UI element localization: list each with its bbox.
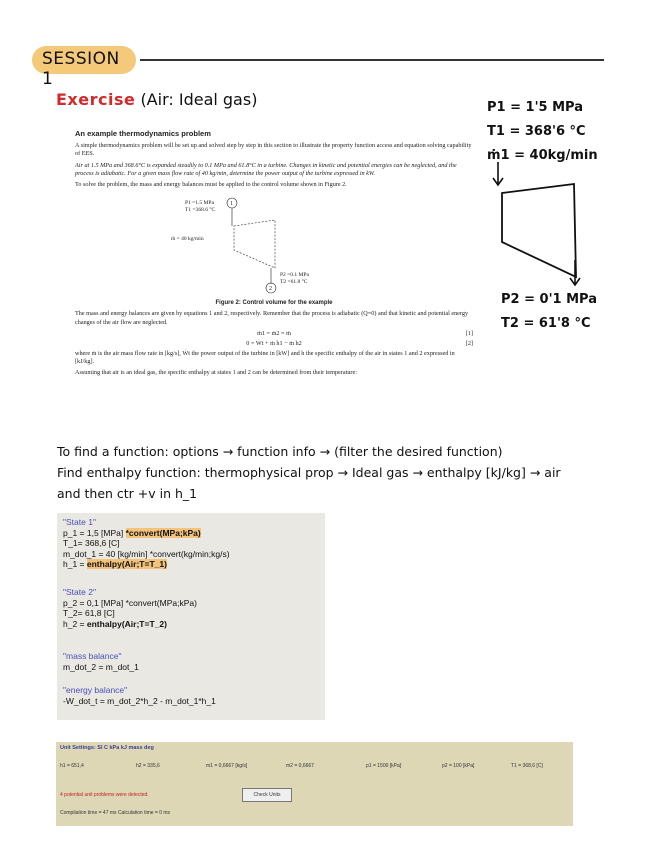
result-p2: p2 = 100 [kPa] <box>442 763 475 769</box>
equation-1-number: [1] <box>465 329 473 337</box>
svg-text:2: 2 <box>269 286 272 293</box>
figure-mass-flow: ṁ = 40 kg/min <box>171 236 204 243</box>
timing-info: Compilation time = 47 ms Calculation time = 0 ms <box>60 810 171 816</box>
turbine-sketch <box>480 160 590 290</box>
p1-line: p_1 = 1,5 [MPa] *convert(MPa;kPa) <box>63 527 201 538</box>
unit-settings: Unit Settings: SI C kPa kJ mass deg <box>60 745 154 751</box>
mass-balance-equation: m_dot_2 = m_dot_1 <box>63 661 139 672</box>
equation-2-number: [2] <box>465 339 473 347</box>
state-2-block <box>63 587 197 629</box>
convert-highlight: *convert(MPa;kPa) <box>125 527 201 538</box>
mass-balance-block <box>63 651 139 672</box>
ees-solution-window <box>56 742 573 826</box>
h1-line: h_1 = enthalpy(Air;T=T_1) <box>63 559 167 569</box>
outlet-t2: T2 = 61'8 °C <box>501 316 591 331</box>
mdot1-line: m_dot_1 = 40 [kg/min] *convert(kg/min;kg/s) <box>63 548 230 559</box>
figure-caption: Figure 2: Control volume for the example <box>215 300 333 307</box>
outlet-conditions <box>501 288 597 336</box>
energy-balance-comment: "energy balance" <box>63 685 128 695</box>
p2-line: p_2 = 0,1 [MPa] *convert(MPa;kPa) <box>63 597 197 608</box>
excerpt-heading: An example thermodynamics problem <box>75 129 211 138</box>
h2-line: h_2 = enthalpy(Air;T=T_2) <box>63 618 167 629</box>
check-units-button[interactable]: Check Units <box>242 788 292 802</box>
given-m1: ṁ1 = 40kg/min <box>487 148 598 163</box>
excerpt-problem-statement: Air at 1.5 MPa and 368.6°C is expanded steadily to 0.1 MPa and 61.8°C in a turbine. Changes in kinetic and potential energies can be neglected, and the process is adiabatic. For a given mass flow rate of 40 kg/min, determine the power output of the turbine expressed in kW. <box>75 161 457 177</box>
exercise-heading <box>56 90 257 109</box>
excerpt-paragraph-5: where ṁ is the air mass flow rate in [kg/s], Ẇt the power output of the turbine in [kW] and h the specific enthalpy of the air in states 1 and 2 expressed in [kJ/kg]. <box>75 349 455 366</box>
ees-equations-window <box>57 513 325 720</box>
given-p1: P1 = 1'5 MPa <box>487 100 584 115</box>
figure-outlet-labels <box>280 272 309 286</box>
session-tag <box>32 46 136 89</box>
result-t1: T1 = 368,6 [C] <box>511 763 543 769</box>
control-volume-figure <box>75 192 473 297</box>
control-volume-diagram <box>225 196 285 296</box>
equation-1-text: ṁ1 = ṁ2 = ṁ <box>257 329 291 337</box>
unit-warning: 4 potential unit problems were detected. <box>60 792 149 798</box>
figure-t2: T2 =61.8 °C <box>280 279 308 286</box>
state-1-block <box>63 517 230 570</box>
result-m2: m2 = 0,6667 <box>286 763 314 769</box>
figure-t1: T1 =368.6 °C <box>185 207 216 214</box>
textbook-excerpt <box>75 130 473 430</box>
t1-line: T_1= 368,6 [C] <box>63 538 120 548</box>
handwritten-notes <box>57 441 617 504</box>
note-line-3: and then ctr +v in h_1 <box>57 486 198 501</box>
result-m1: m1 = 0,6667 [kg/s] <box>206 763 248 769</box>
given-t1: T1 = 368'6 °C <box>487 124 586 139</box>
figure-p1: P1 =1.5 MPa <box>185 200 214 207</box>
outlet-p2: P2 = 0'1 MPa <box>501 292 598 307</box>
excerpt-paragraph-6: Assuming that air is an ideal gas, the specific enthalpy at states 1 and 2 can be determined from their temperature: <box>75 369 357 377</box>
figure-inlet-labels <box>185 200 215 214</box>
note-line-2: Find enthalpy function: thermophysical prop → Ideal gas → enthalpy [kJ/kg] → air <box>57 465 561 480</box>
equation-1 <box>75 330 473 340</box>
energy-balance-equation: -W_dot_t = m_dot_2*h_2 - m_dot_1*h_1 <box>63 695 216 706</box>
excerpt-paragraph-4: The mass and energy balances are given by equations 1 and 2, respectively. Remember that the process is adiabatic (Q=0) and that kinetic and potential energy changes of the air flow are neglected. <box>75 310 469 326</box>
figure-p2: P2 =0.1 MPa <box>280 272 309 279</box>
exercise-title: Exercise <box>56 90 136 109</box>
state-2-comment: "State 2" <box>63 587 96 597</box>
session-title: SESSION 1 <box>42 49 120 89</box>
energy-balance-block <box>63 685 216 706</box>
excerpt-paragraph-3: To solve the problem, the mass and energy balances must be applied to the control volume shown in Figure 2. <box>75 181 347 189</box>
result-h2: h2 = 335,6 <box>136 763 160 769</box>
t2-line: T_2= 61,8 [C] <box>63 608 115 618</box>
excerpt-paragraph-1: A simple thermodynamics problem will be set up and solved step by step in this section to illustrate the property function access and equation solving capability of EES. <box>75 142 472 158</box>
given-conditions <box>487 96 598 168</box>
session-divider <box>140 59 604 61</box>
svg-text:1: 1 <box>230 201 233 208</box>
enthalpy-highlight: enthalpy(Air;T=T_1) <box>86 559 167 569</box>
equation-2-text: 0 = Ẇt + ṁ h1 − ṁ h2 <box>246 339 302 347</box>
result-p1: p1 = 1500 [kPa] <box>366 763 402 769</box>
exercise-subtitle: (Air: Ideal gas) <box>140 90 258 109</box>
mass-balance-comment: "mass balance" <box>63 651 122 661</box>
equation-2 <box>75 340 473 350</box>
state-1-comment: "State 1" <box>63 517 96 527</box>
note-line-1: To find a function: options → function info → (filter the desired function) <box>57 444 503 459</box>
result-h1: h1 = 651,4 <box>60 763 84 769</box>
